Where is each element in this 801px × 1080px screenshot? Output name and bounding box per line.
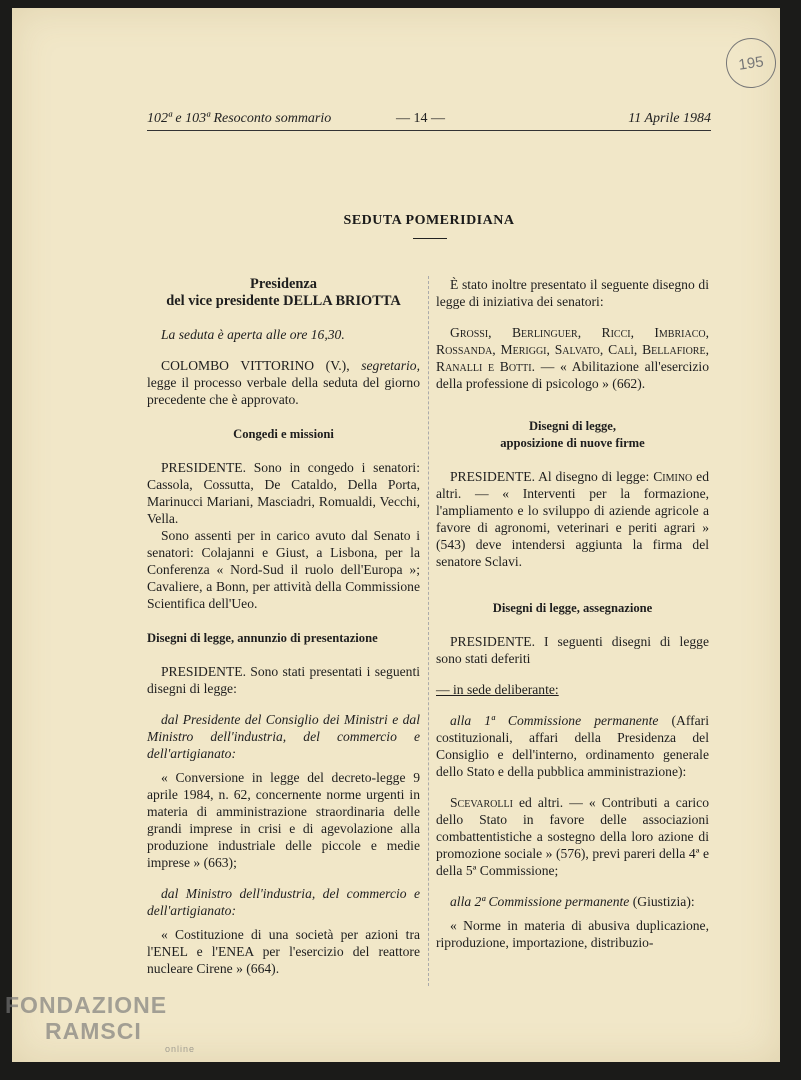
bill-662 <box>436 324 709 392</box>
document-page <box>12 8 780 1062</box>
heading-firme <box>436 418 709 452</box>
presenter-2: dal Ministro dell'industria, del commercio e dell'artigianato: <box>147 886 420 918</box>
page-number-stamp: 195 <box>723 35 779 91</box>
annunzio-paragraph: PRESIDENTE. Sono stati presentati i seguenti disegni di legge: <box>147 664 420 696</box>
bill-576-author: Scevarolli <box>450 795 513 810</box>
presenter-1: dal Presidente del Consiglio dei Ministri e dal Ministro dell'industria, del commercio e dell'artigianato: <box>147 712 420 761</box>
title-rule <box>413 238 447 239</box>
presidency-line-2: del vice presidente DELLA BRIOTTA <box>166 293 401 309</box>
bill-576 <box>436 794 709 879</box>
commission-1-scope: (Affari costituzionali, affari della Presidenza del Consiglio e dell'interno, ordinamento generale dello Stato e della pubblica amministrazione): <box>436 713 709 779</box>
column-divider <box>428 276 429 986</box>
right-intro: È stato inoltre presentato il seguente disegno di legge di iniziativa dei senatori: <box>436 277 709 309</box>
heading-firme-line-2: apposizione di nuove firme <box>500 436 645 450</box>
bill-663: « Conversione in legge del decreto-legge 9 aprile 1984, n. 62, concernente norme urgenti in materia di amministrazione straordinaria delle grandi imprese in crisi e di agevolazione alla produzione industriale delle piccole e medie imprese » (663); <box>147 770 420 870</box>
heading-firme-line-1: Disegni di legge, <box>528 419 617 433</box>
secretary-role: segretario, <box>361 358 420 373</box>
watermark-line-3: online <box>165 1044 196 1054</box>
secretary-name: COLOMBO VITTORINO (V.), <box>161 358 350 373</box>
watermark-line-2: RAMSCI <box>45 1018 142 1044</box>
header-date: 11 Aprile 1984 <box>628 111 711 126</box>
header-left: 102ª e 103ª Resoconto sommario <box>147 111 332 126</box>
session-title: SEDUTA POMERIDIANA <box>343 213 515 228</box>
bill-576-text: ed altri. — « Contributi a carico dello Stato in favore delle associazioni combattentistiche a sostegno della loro azione di promozione sociale » (576), previ pareri della 4ª e della 5ª Commissione; <box>436 795 709 878</box>
right-column <box>436 276 709 958</box>
firme-paragraph <box>436 468 709 570</box>
commission-2-name: alla 2ª Commissione permanente <box>450 894 630 909</box>
sede-deliberante: — in sede deliberante: <box>436 682 559 697</box>
left-column <box>147 276 420 984</box>
opening-line: La seduta è aperta alle ore 16,30. <box>161 327 345 342</box>
header-rule <box>147 130 711 131</box>
heading-annunzio: Disegni di legge, annunzio di presentazione <box>147 631 378 645</box>
watermark-line-1: FONDAZIONE <box>5 992 168 1018</box>
verbale-paragraph <box>147 357 420 408</box>
firme-text: ed altri. — « Interventi per la formazione, l'ampliamento e lo sviluppo di aziende agricole a favore di agronomi, veterinari e periti agrari » (543) deve intendersi aggiunta la firma del senatore Sclavi. <box>436 469 709 569</box>
commission-2-scope: (Giustizia): <box>632 894 695 909</box>
verbale-text: legge il processo verbale della seduta del giorno precedente che è approvato. <box>147 375 420 407</box>
presidency-line-1: Presidenza <box>250 276 317 292</box>
heading-assegnazione: Disegni di legge, assegnazione <box>492 601 653 615</box>
senators-list: Grossi, Berlinguer, Ricci, Imbriaco, Rossanda, Meriggi, Salvato, Calì, Bellafiore, Ranalli e Botti. <box>436 325 709 374</box>
commission-1-name: alla 1ª Commissione permanente <box>450 713 659 728</box>
fondazione-gramsci-watermark <box>5 992 195 1054</box>
presidency-heading <box>147 276 420 310</box>
congedi-paragraph-1: PRESIDENTE. Sono in congedo i senatori: Cassola, Cossutta, De Cataldo, Della Porta, Marinucci Mariani, Masciadri, Romualdi, Vecchi, Vella. <box>147 460 420 526</box>
assegnazione-paragraph: PRESIDENTE. I seguenti disegni di legge sono stati deferiti <box>436 634 709 666</box>
header-page-number: — 14 — <box>396 111 445 126</box>
firme-lead: PRESIDENTE. Al disegno di legge: <box>450 469 650 484</box>
firme-senator: Cimino <box>653 469 693 484</box>
congedi-paragraph-2: Sono assenti per in carico avuto dal Senato i senatori: Colajanni e Giust, a Lisbona, per la Conferenza « Nord-Sud il ruolo dell'Europa »; Cavaliere, a Bonn, per attività della Commissione Scientifica dell'Ueo. <box>147 528 420 611</box>
bill-662-title: — « Abilitazione all'esercizio della professione di psicologo » (662). <box>436 359 709 391</box>
commission-1 <box>436 712 709 780</box>
bill-664: « Costituzione di una società per azioni tra l'ENEL e l'ENEA per l'esercizio del reattore nucleare Cirene » (664). <box>147 927 420 976</box>
heading-congedi: Congedi e missioni <box>233 427 334 441</box>
bill-continuation: « Norme in materia di abusiva duplicazione, riproduzione, importazione, distribuzio- <box>436 918 709 950</box>
commission-2 <box>436 893 709 910</box>
